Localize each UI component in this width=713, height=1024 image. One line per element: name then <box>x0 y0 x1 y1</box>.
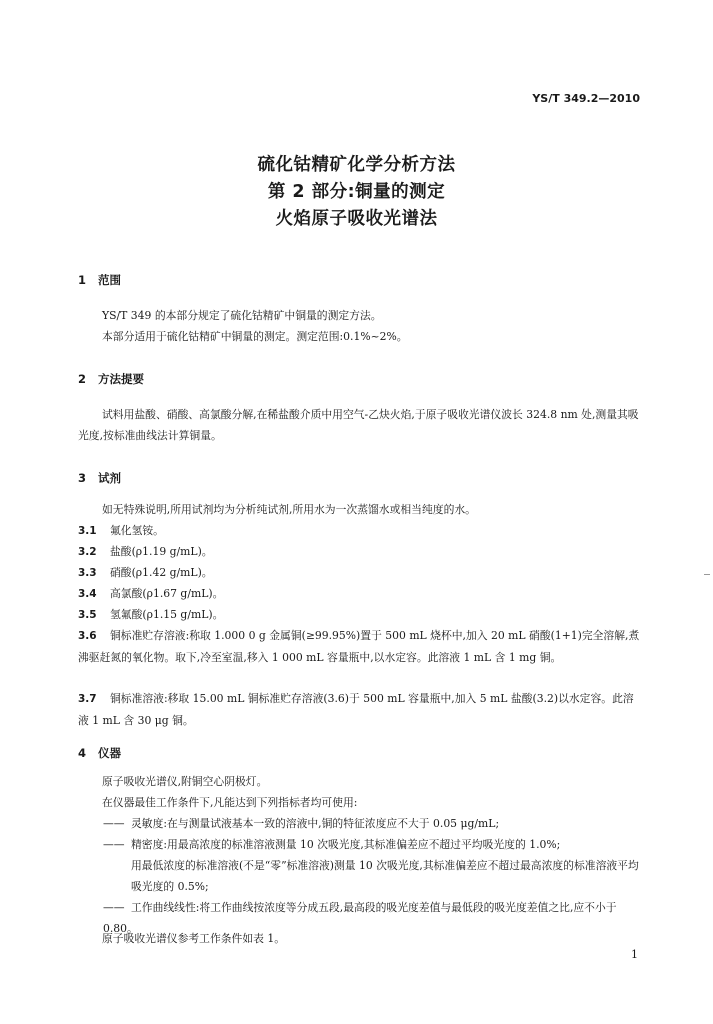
reagent-item: 3.2 盐酸(ρ1.19 g/mL)。 <box>78 545 213 558</box>
section-2-paragraph-1: 试料用盐酸、硝酸、高氯酸分解,在稀盐酸介质中用空气-乙炔火焰,于原子吸收光谱仪波长 324.8 nm 处,测量其吸光度,按标准曲线法计算铜量。 <box>78 408 639 442</box>
section-number: 4 <box>78 746 87 760</box>
page-number: 1 <box>631 948 638 961</box>
section-1-heading <box>78 272 121 288</box>
sensitivity-requirement: —— 灵敏度:在与测量试液基本一致的溶液中,铜的特征浓度应不大于 0.05 μg/mL; <box>103 813 646 834</box>
title-line-1: 硫化钴精矿化学分析方法 <box>257 155 456 175</box>
reagent-item: 3.7 铜标准溶液:移取 15.00 mL 铜标准贮存溶液(3.6)于 500 mL 容量瓶中,加入 5 mL 盐酸(3.2)以水定容。此溶液 1 mL 含 30 μg 铜。 <box>78 692 634 727</box>
reagent-item: 3.5 氢氟酸(ρ1.15 g/mL)。 <box>78 608 224 621</box>
reagent-item: 3.3 硝酸(ρ1.42 g/mL)。 <box>78 566 213 579</box>
section-4-paragraph-3: 原子吸收光谱仪参考工作条件如表 1。 <box>102 932 286 945</box>
dash-mark: —— <box>103 817 125 830</box>
section-number: 1 <box>78 273 87 287</box>
section-4-paragraph-2: 在仪器最佳工作条件下,凡能达到下列指标者均可使用: <box>102 796 358 809</box>
section-4-heading <box>78 745 121 761</box>
section-number: 2 <box>78 372 87 386</box>
section-title: 范围 <box>98 273 121 287</box>
section-3-heading <box>78 470 121 486</box>
dash-mark: —— <box>103 838 125 851</box>
scan-margin-mark <box>704 574 710 575</box>
section-number: 3 <box>78 471 87 485</box>
section-title: 仪器 <box>98 746 121 760</box>
dash-mark: —— <box>103 901 125 914</box>
standard-code: YS/T 349.2—2010 <box>532 92 640 105</box>
reagent-item: 3.6 铜标准贮存溶液:称取 1.000 0 g 金属铜(≥99.95%)置于 500 mL 烧杯中,加入 20 mL 硝酸(1+1)完全溶解,煮沸驱赶氮的氧化物。取下,冷至室温,移入 1 000 mL 容量瓶中,以水定容。此溶液 1 mL 含 1 mg 铜。 <box>78 629 640 664</box>
title-line-2: 第 2 部分:铜量的测定 <box>267 182 446 202</box>
precision-requirement: —— 精密度:用最高浓度的标准溶液测量 10 次吸光度,其标准偏差应不超过平均吸光度的 1.0%; 用最低浓度的标准溶液(不是“零”标准溶液)测量 10 次吸光度,其标准偏差应不超过最高浓度的标准溶液平均吸光度的 0.5%; <box>103 834 646 897</box>
linearity-requirement: —— 工作曲线线性:将工作曲线按浓度等分成五段,最高段的吸光度差值与最低段的吸光度差值之比,应不小于 0.80。 <box>103 897 646 939</box>
section-3-intro: 如无特殊说明,所用试剂均为分析纯试剂,所用水为一次蒸馏水或相当纯度的水。 <box>102 503 476 516</box>
reagent-item: 3.1 氟化氢铵。 <box>78 524 164 537</box>
section-4-paragraph-1: 原子吸收光谱仪,附铜空心阴极灯。 <box>102 775 268 788</box>
section-1-paragraph-1: YS/T 349 的本部分规定了硫化钴精矿中铜量的测定方法。 <box>102 309 382 322</box>
reagent-item: 3.4 高氯酸(ρ1.67 g/mL)。 <box>78 587 224 600</box>
document-title <box>0 152 713 233</box>
section-1-paragraph-2: 本部分适用于硫化钴精矿中铜量的测定。测定范围:0.1%~2%。 <box>102 330 408 343</box>
section-2-heading <box>78 371 144 387</box>
section-title: 试剂 <box>98 471 121 485</box>
section-title: 方法提要 <box>98 372 144 386</box>
title-line-3: 火焰原子吸收光谱法 <box>275 209 438 229</box>
